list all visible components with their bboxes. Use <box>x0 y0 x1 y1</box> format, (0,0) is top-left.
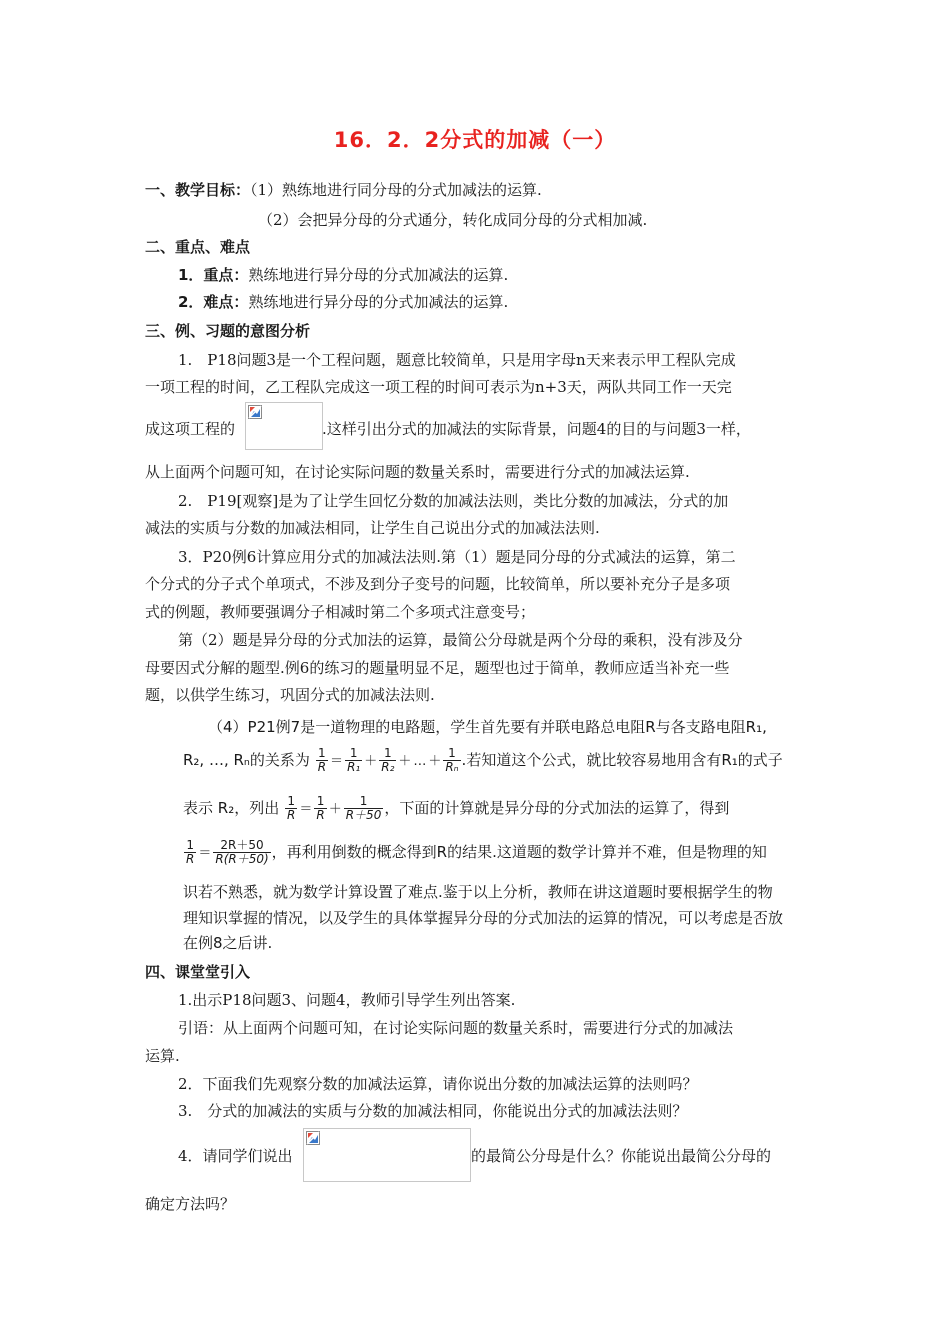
plus-sign: ＋ <box>428 754 442 769</box>
fractions-image-placeholder <box>303 1128 471 1182</box>
numerator: 1 <box>443 747 460 761</box>
key-point-text: 熟练地进行异分母的分式加减法的运算. <box>248 266 509 284</box>
intro-lead-line-1: 引语：从上面两个问题可知，在讨论实际问题的数量关系时，需要进行分式的加减法 <box>178 1019 734 1037</box>
paragraph-2-line-2: 减法的实质与分数的加减法相同，让学生自己说出分式的加减法法则. <box>145 519 600 537</box>
intro-item-1: 1.出示P18问题3、问题4，教师引导学生列出答案. <box>178 991 516 1009</box>
paragraph-5-line-4 <box>183 834 767 872</box>
fraction-1-over-R1 <box>345 747 362 774</box>
paragraph-3-line-3: 式的例题，教师要强调分子相减时第二个多项式注意变号； <box>145 603 536 621</box>
paragraph-5-line-6: 理知识掌握的情况，以及学生的具体掌握异分母的分式加法的运算的情况，可以考虑是否放 <box>183 909 784 927</box>
paragraph-5-line-2 <box>183 742 783 780</box>
denominator: R <box>317 760 327 774</box>
fraction-result <box>213 839 270 866</box>
paragraph-1-line-1: 1. P18问题3是一个工程问题，题意比较简单，只是用字母n天来表示甲工程队完成 <box>178 351 736 369</box>
denominator: R(R＋50) <box>215 852 269 866</box>
denominator: R <box>316 808 325 822</box>
intro-item-4b: 的最简公分母是什么？你能说出最简公分母的 <box>471 1147 772 1165</box>
fraction-1-over-Rn <box>443 747 460 774</box>
equals-sign: ＝ <box>330 754 344 769</box>
denominator: R₂ <box>381 760 395 774</box>
paragraph-5-line-2a: R₂, …, Rₙ的关系为 <box>183 751 310 769</box>
intro-item-4c: 确定方法吗？ <box>145 1195 236 1213</box>
paragraph-5-line-3 <box>183 790 729 828</box>
equals-sign: ＝ <box>198 846 212 861</box>
paragraph-4-line-3: 题，以供学生练习，巩固分式的加减法法则. <box>145 686 435 704</box>
paragraph-3-line-1: 3．P20例6计算应用分式的加减法法则.第（1）题是同分母的分式减法的运算，第二 <box>178 548 736 566</box>
plus-sign: ＋ <box>328 802 342 817</box>
key-points-heading: 二、重点、难点 <box>145 238 251 256</box>
numerator: 1 <box>344 795 384 809</box>
fraction-1-over-R <box>285 795 297 822</box>
paragraph-5-line-5: 识若不熟悉，就为数学计算设置了难点.鉴于以上分析，教师在讲这道题时要根据学生的物 <box>183 883 773 901</box>
broken-image-icon <box>248 405 262 419</box>
numerator: 2R＋50 <box>213 839 270 853</box>
paragraph-2-line-1: 2. P19[观察]是为了让学生回忆分数的加减法法则，类比分数的加减法，分式的加 <box>178 492 729 510</box>
section-objectives <box>145 180 542 200</box>
paragraph-5-line-1: （4）P21例7是一道物理的电路题，学生首先要有并联电路总电阻R与各支路电阻R₁, <box>208 718 767 736</box>
fraction-1-over-R <box>314 795 326 822</box>
denominator: Rₙ <box>445 760 459 774</box>
numerator: 1 <box>314 795 326 809</box>
analysis-heading: 三、例、习题的意图分析 <box>145 322 311 340</box>
fraction-1-over-R2 <box>379 747 396 774</box>
paragraph-4-line-2: 母要因式分解的题型.例6的练习的题量明显不足，题型也过于简单，教师应适当补充一些 <box>145 659 730 677</box>
numerator: 1 <box>316 747 328 761</box>
paragraph-5-line-2b: .若知道这个公式，就比较容易地用含有R₁的式子 <box>461 751 783 769</box>
paragraph-4-line-1: 第（2）题是异分母的分式加法的运算，最简公分母就是两个分母的乘积，没有涉及分 <box>178 631 743 649</box>
denominator: R＋50 <box>345 808 382 822</box>
numerator: 1 <box>379 747 396 761</box>
paragraph-3-line-2: 个分式的分子式个单项式，不涉及到分子变号的问题，比较简单，所以要补充分子是多项 <box>145 575 731 593</box>
fraction-1-over-R <box>184 839 196 866</box>
denominator: R <box>287 808 296 822</box>
fraction-1-over-R-plus-50 <box>344 795 384 822</box>
objectives-heading: 一、教学目标： <box>145 181 251 199</box>
key-point <box>178 265 508 285</box>
intro-item-2: 2．下面我们先观察分数的加减法运算，请你说出分数的加减法运算的法则吗？ <box>178 1075 698 1093</box>
paragraph-5-line-4b: ，再利用倒数的概念得到R的结果.这道题的数学计算并不难，但是物理的知 <box>271 843 767 861</box>
intro-item-4a: 4．请同学们说出 <box>178 1147 293 1165</box>
numerator: 1 <box>184 839 196 853</box>
plus-sign: ＋ <box>398 754 412 769</box>
paragraph-5-line-7: 在例8之后讲. <box>183 934 273 952</box>
ellipsis: … <box>413 754 427 769</box>
broken-image-icon <box>306 1131 320 1145</box>
numerator: 1 <box>285 795 297 809</box>
paragraph-1-line-3b: .这样引出分式的加减法的实际背景，问题4的目的与问题3一样， <box>322 420 751 438</box>
objective-2: （2）会把异分母的分式通分，转化成同分母的分式相加减. <box>258 211 648 229</box>
objective-1: （1）熟练地进行同分母的分式加减法的运算. <box>250 181 542 199</box>
page-title: 16．2．2分式的加减（一） <box>333 128 617 152</box>
denominator: R <box>186 852 195 866</box>
equals-sign: ＝ <box>299 802 313 817</box>
difficult-point-label: 2．难点： <box>178 293 249 311</box>
paragraph-1-line-2: 一项工程的时间，乙工程队完成这一项工程的时间可表示为n+3天，两队共同工作一天完 <box>145 378 732 396</box>
intro-item-3: 3. 分式的加减法的实质与分数的加减法相同，你能说出分式的加减法法则？ <box>178 1102 688 1120</box>
denominator: R₁ <box>347 760 361 774</box>
introduction-heading: 四、课堂堂引入 <box>145 963 251 981</box>
numerator: 1 <box>345 747 362 761</box>
paragraph-1-line-3a: 成这项工程的 <box>145 420 236 438</box>
paragraph-5-line-3b: ，下面的计算就是异分母的分式加法的运算了，得到 <box>384 799 730 817</box>
formula-image-placeholder <box>245 402 323 450</box>
plus-sign: ＋ <box>364 754 378 769</box>
difficult-point <box>178 292 508 312</box>
paragraph-5-line-3a: 表示 R₂，列出 <box>183 799 280 817</box>
paragraph-1-line-4: 从上面两个问题可知，在讨论实际问题的数量关系时，需要进行分式的加减法运算. <box>145 463 690 481</box>
fraction-1-over-R <box>316 747 328 774</box>
intro-lead-line-2: 运算. <box>145 1047 180 1065</box>
key-point-label: 1．重点： <box>178 266 249 284</box>
difficult-point-text: 熟练地进行异分母的分式加减法的运算. <box>248 293 509 311</box>
